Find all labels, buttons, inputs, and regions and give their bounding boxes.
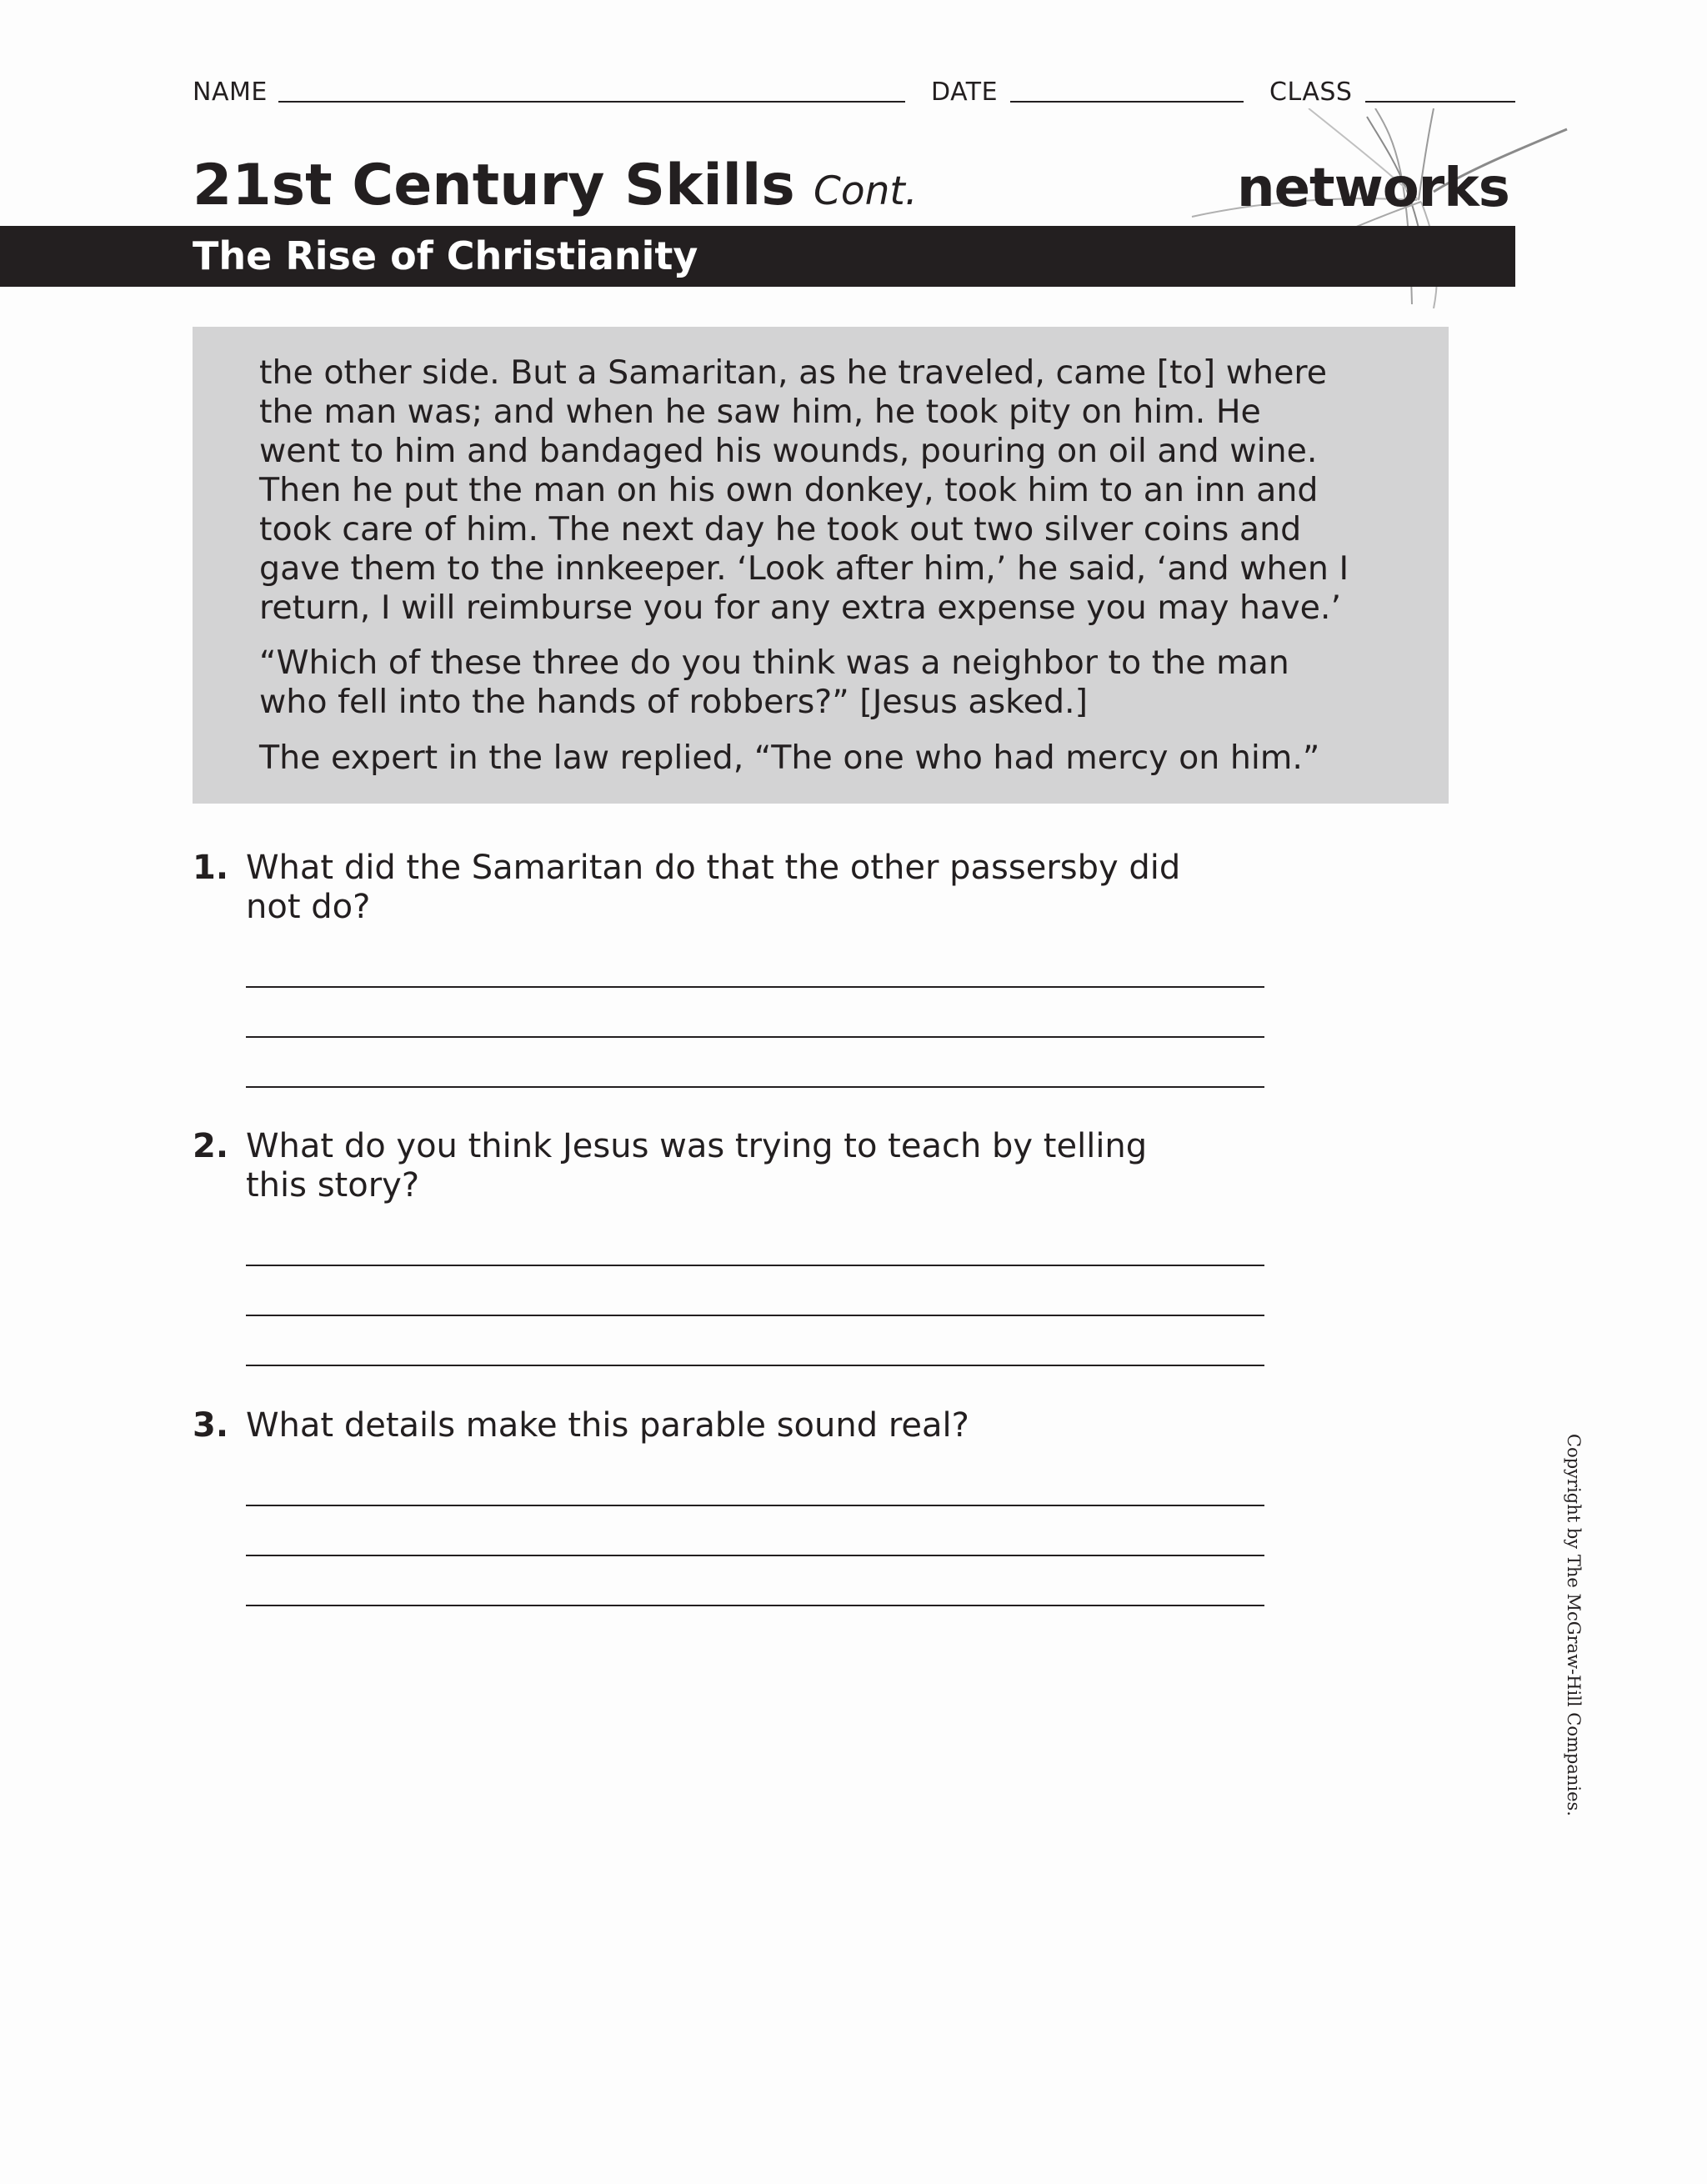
class-field[interactable]: [1365, 101, 1515, 103]
question-text: this story?: [246, 1166, 420, 1205]
class-label: CLASS: [1269, 78, 1353, 107]
date-field[interactable]: [1010, 101, 1244, 103]
reading-line: Then he put the man on his own donkey, took him to an inn and: [259, 471, 1319, 509]
question-text: What do you think Jesus was trying to teach by telling: [246, 1127, 1148, 1165]
lesson-title: The Rise of Christianity: [193, 233, 698, 278]
name-label: NAME: [193, 78, 268, 107]
reading-line: the other side. But a Samaritan, as he traveled, came [to] where: [259, 353, 1328, 392]
question-number: 2.: [193, 1127, 229, 1165]
reading-line: who fell into the hands of robbers?” [Jesus asked.]: [259, 683, 1088, 721]
answer-line[interactable]: [246, 1605, 1264, 1606]
answer-line[interactable]: [246, 1505, 1264, 1506]
reading-line: “Which of these three do you think was a neighbor to the man: [259, 644, 1289, 682]
answer-line[interactable]: [246, 1086, 1264, 1088]
question-text: What did the Samaritan do that the other passersby did: [246, 849, 1181, 887]
page-title: 21st Century Skills: [193, 153, 795, 218]
reading-line: The expert in the law replied, “The one who had mercy on him.”: [259, 739, 1320, 777]
name-field[interactable]: [278, 101, 905, 103]
answer-line[interactable]: [246, 1265, 1264, 1266]
question-text: What details make this parable sound real?: [246, 1406, 969, 1445]
reading-line: the man was; and when he saw him, he took pity on him. He: [259, 393, 1261, 431]
reading-line: return, I will reimburse you for any extra expense you may have.’: [259, 589, 1342, 627]
reading-line: gave them to the innkeeper. ‘Look after him,’ he said, ‘and when I: [259, 549, 1349, 588]
answer-line[interactable]: [246, 1315, 1264, 1316]
answer-line[interactable]: [246, 1365, 1264, 1366]
answer-line[interactable]: [246, 1555, 1264, 1556]
title-continued: Cont.: [813, 168, 918, 214]
answer-line[interactable]: [246, 1036, 1264, 1038]
answer-line[interactable]: [246, 986, 1264, 988]
networks-logo: networks: [1237, 158, 1509, 219]
reading-line: took care of him. The next day he took out two silver coins and: [259, 510, 1302, 549]
question-text: not do?: [246, 888, 371, 926]
copyright-notice: Copyright by The McGraw-Hill Companies.: [1564, 1434, 1584, 1816]
question-number: 1.: [193, 849, 229, 887]
reading-line: went to him and bandaged his wounds, pouring on oil and wine.: [259, 432, 1318, 470]
date-label: DATE: [931, 78, 999, 107]
question-number: 3.: [193, 1406, 229, 1445]
